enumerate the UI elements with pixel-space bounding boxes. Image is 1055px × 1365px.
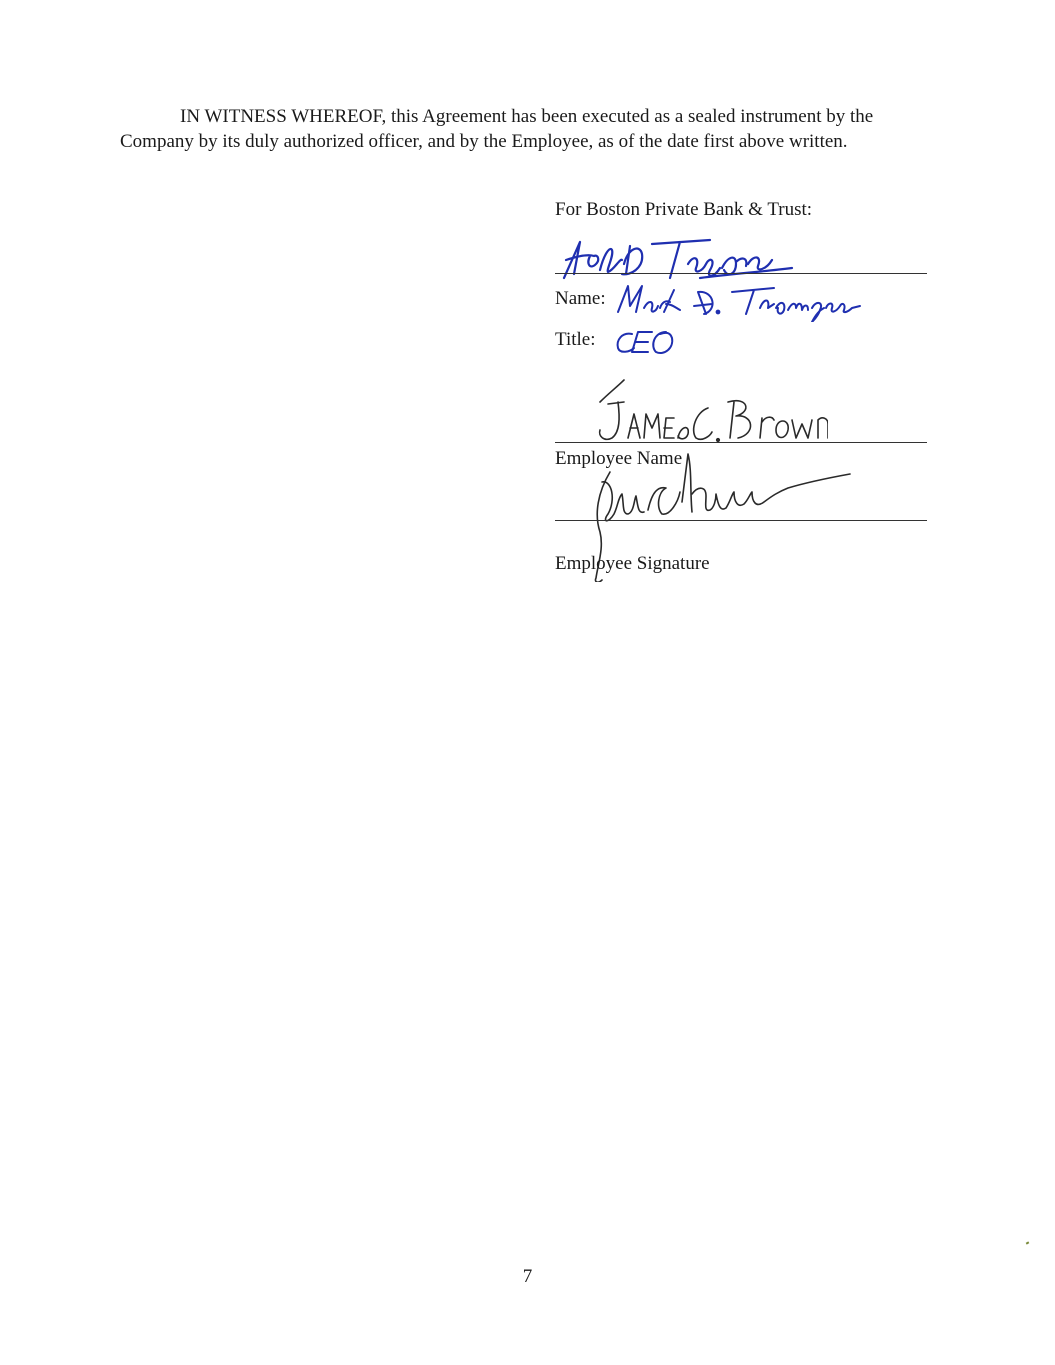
printed-name-handwriting xyxy=(614,280,866,322)
name-label: Name: xyxy=(555,288,606,309)
witness-paragraph: IN WITNESS WHEREOF, this Agreement has been executed as a sealed instrument by the Company by its duly authorized officer, and by the Employee, as of the date first above written. xyxy=(120,106,874,152)
employee-signature-line xyxy=(555,520,927,521)
company-signature xyxy=(560,234,820,284)
company-signatory-heading: For Boston Private Bank & Trust: xyxy=(555,199,813,220)
title-label: Title: xyxy=(555,329,596,350)
employee-name-line xyxy=(555,442,927,443)
employee-name-label: Employee Name xyxy=(555,448,683,469)
page-number: 7 xyxy=(522,1266,533,1287)
employee-printed-name-handwriting xyxy=(578,378,828,444)
scan-artifact xyxy=(1026,1241,1030,1244)
title-handwriting xyxy=(612,326,682,356)
employee-signature-label: Employee Signature xyxy=(555,553,710,574)
company-signature-line xyxy=(555,273,927,274)
